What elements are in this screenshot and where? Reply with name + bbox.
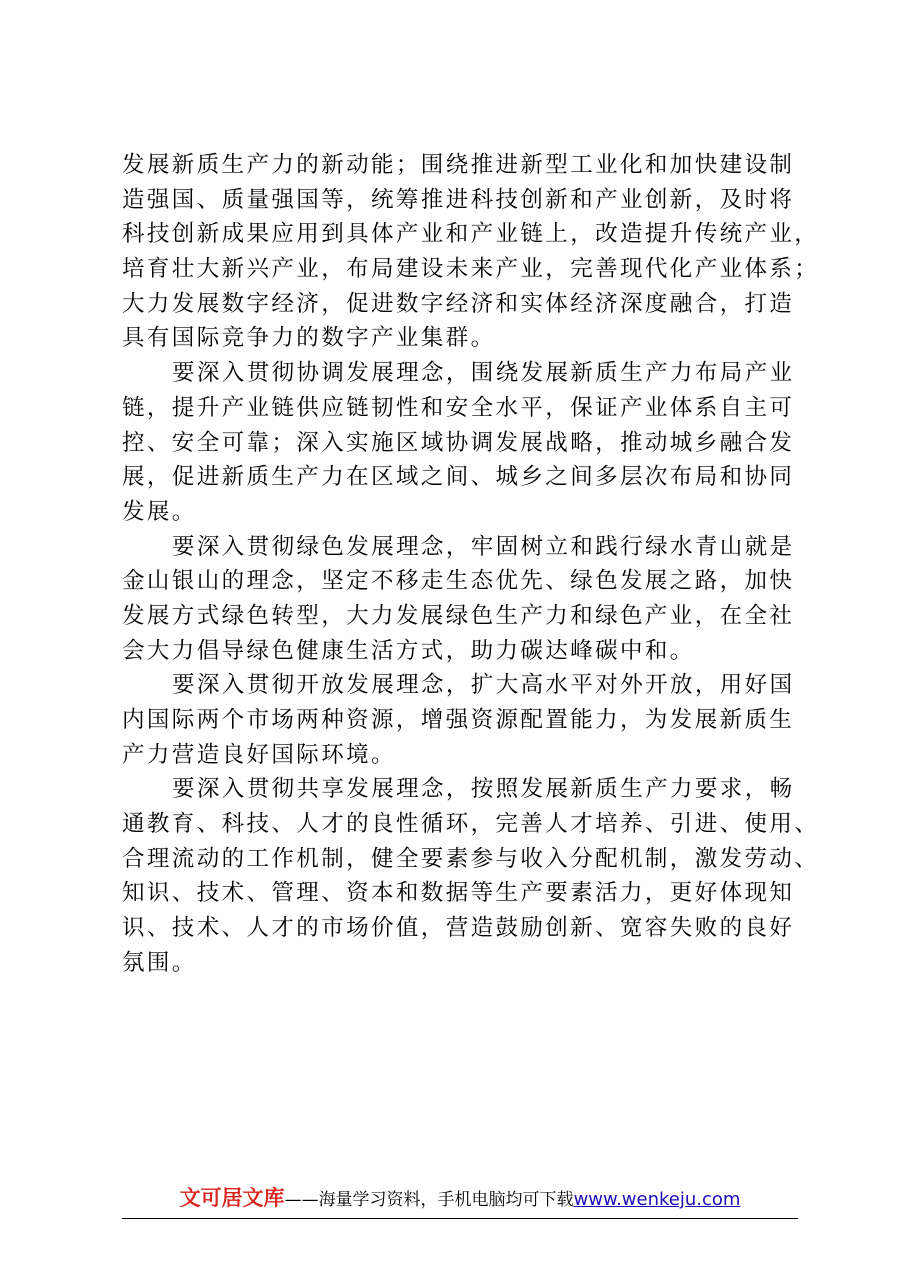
- text-line: 造强国、质量强国等，统筹推进科技创新和产业创新，及时将: [122, 186, 795, 213]
- text-line: 发展新质生产力的新动能；围绕推进新型工业化和加快建设制: [122, 152, 795, 178]
- text-line: 产力营造良好国际环境。: [122, 741, 396, 768]
- text-line: 内国际两个市场两种资源，增强资源配置能力，为发展新质生: [122, 707, 795, 733]
- paragraph-coordination-start: 要深入贯彻协调发展理念，围绕发展新质生产力布局产业: [172, 360, 795, 387]
- text-line: 会大力倡导绿色健康生活方式，助力碳达峰碳中和。: [122, 637, 695, 664]
- footer-brand: 文可居文库: [179, 1186, 285, 1210]
- text-line: 链，提升产业链供应链韧性和安全水平，保证产业体系自主可: [122, 394, 795, 421]
- text-line: 发展方式绿色转型，大力发展绿色生产力和绿色产业，在全社: [122, 602, 795, 629]
- text-line: 培育壮大新兴产业，布局建设未来产业，完善现代化产业体系；: [122, 256, 820, 283]
- text-line: 发展。: [122, 498, 197, 525]
- paragraph-openness-start: 要深入贯彻开放发展理念，扩大高水平对外开放，用好国: [172, 672, 795, 699]
- text-line: 大力发展数字经济，促进数字经济和实体经济深度融合，打造: [122, 290, 795, 317]
- paragraph-sharing-start: 要深入贯彻共享发展理念，按照发展新质生产力要求，畅: [172, 776, 795, 803]
- text-line: 科技创新成果应用到具体产业和产业链上，改造提升传统产业，: [122, 221, 820, 248]
- text-line: 氛围。: [122, 949, 197, 976]
- text-line: 具有国际竞争力的数字产业集群。: [122, 325, 496, 352]
- document-body: [122, 148, 820, 981]
- text-line: 控、安全可靠；深入实施区域协调发展战略，推动城乡融合发: [122, 429, 795, 456]
- footer-site-link[interactable]: www.wenkeju.com: [573, 1189, 741, 1210]
- text-line: 知识、技术、管理、资本和数据等生产要素活力，更好体现知: [122, 880, 795, 907]
- text-line: 通教育、科技、人才的良性循环，完善人才培养、引进、使用、: [122, 811, 820, 838]
- page-footer: [122, 1178, 798, 1219]
- footer-banner: [180, 1182, 741, 1212]
- paragraph-green-start: 要深入贯彻绿色发展理念，牢固树立和践行绿水青山就是: [172, 533, 795, 560]
- text-line: 金山银山的理念，坚定不移走生态优先、绿色发展之路，加快: [122, 568, 795, 595]
- text-line: 展，促进新质生产力在区域之间、城乡之间多层次布局和协同: [122, 464, 795, 491]
- text-line: 合理流动的工作机制，健全要素参与收入分配机制，激发劳动、: [122, 845, 820, 872]
- text-line: 识、技术、人才的市场价值，营造鼓励创新、宽容失败的良好: [122, 915, 795, 942]
- footer-slogan: ——海量学习资料，手机电脑均可下载: [284, 1190, 574, 1210]
